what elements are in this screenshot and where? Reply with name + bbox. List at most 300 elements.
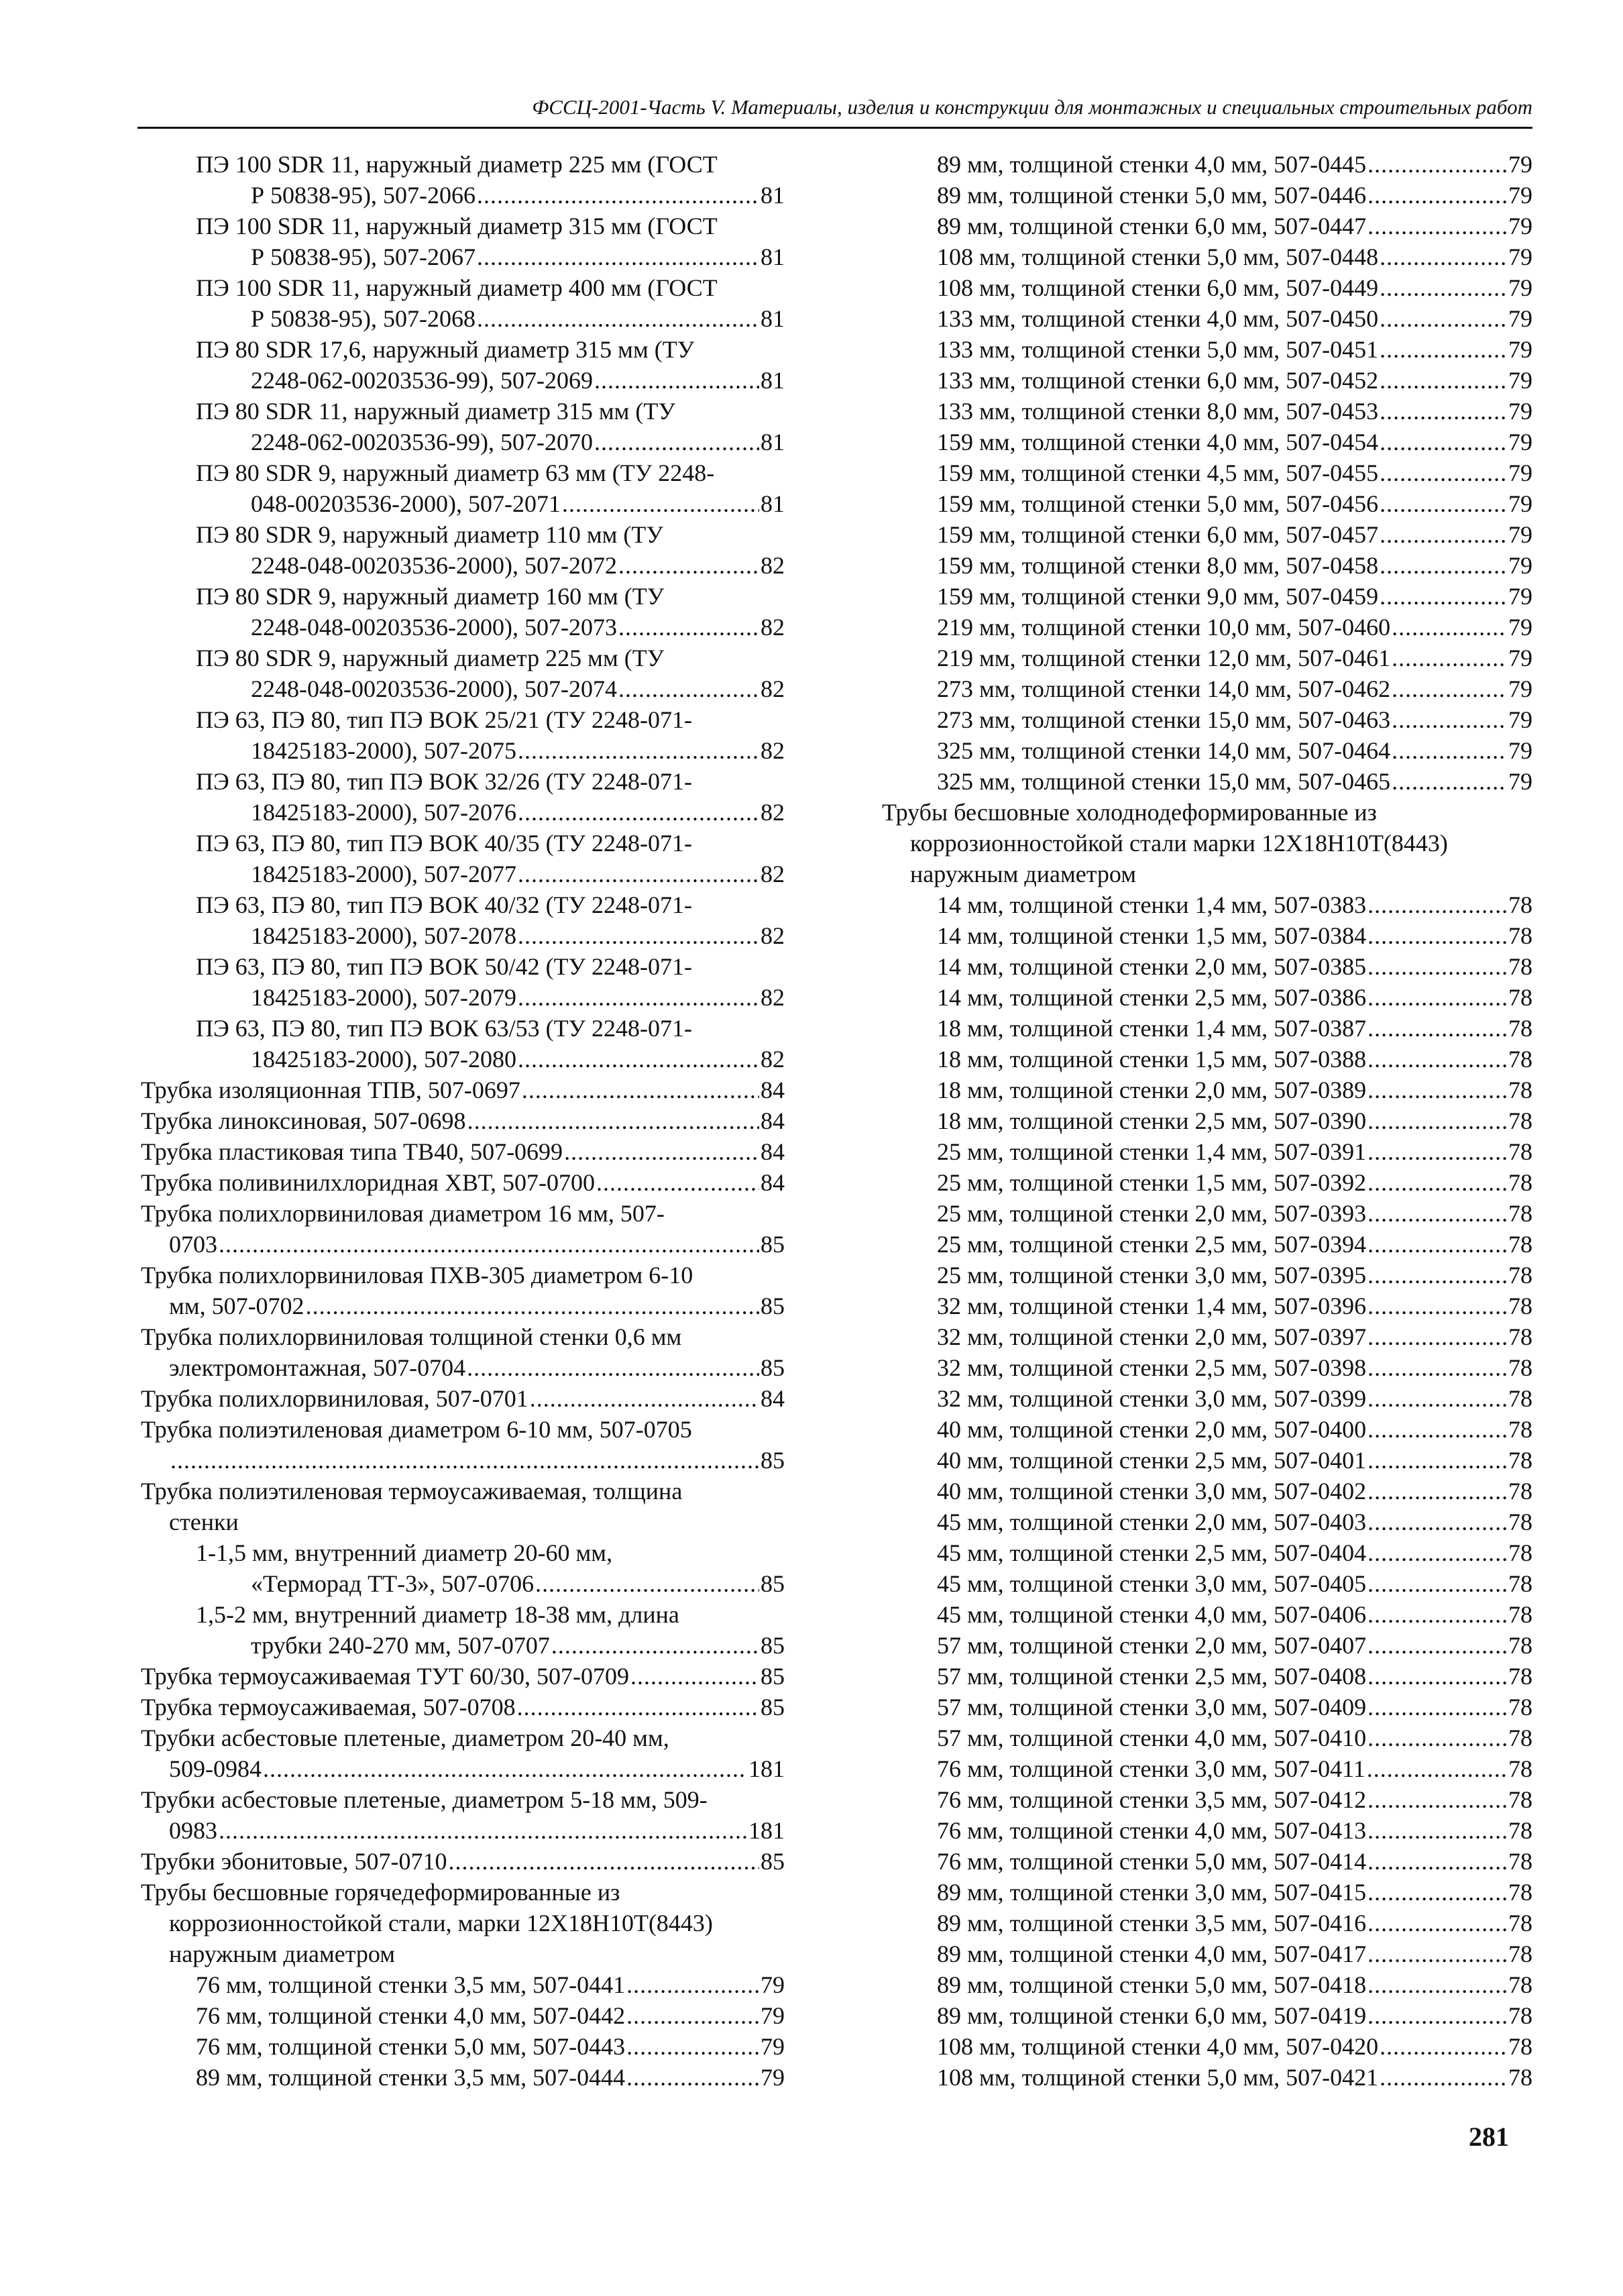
entry-page-number: 78 bbox=[1508, 2002, 1532, 2029]
index-entry bbox=[882, 241, 1532, 272]
entry-text: Р 50838-95), 507-2067 bbox=[251, 243, 475, 270]
index-entry bbox=[141, 2062, 785, 2093]
index-entry bbox=[882, 457, 1532, 488]
dot-leader bbox=[1367, 1753, 1507, 1784]
index-entry bbox=[141, 1784, 785, 1846]
index-entry bbox=[882, 1476, 1532, 1507]
entry-text: 18425183-2000), 507-2075 bbox=[251, 737, 516, 764]
entry-text: 76 мм, толщиной стенки 3,5 мм, 507-0412 bbox=[937, 1786, 1367, 1813]
dot-leader bbox=[1367, 1599, 1507, 1630]
entry-text: 76 мм, толщиной стенки 5,0 мм, 507-0414 bbox=[937, 1848, 1367, 1875]
entry-text: 1-1,5 мм, внутренний диаметр 20-60 мм, bbox=[196, 1539, 613, 1566]
index-entry bbox=[882, 1414, 1532, 1445]
entry-page-number: 81 bbox=[761, 305, 785, 332]
entry-text: 14 мм, толщиной стенки 2,0 мм, 507-0385 bbox=[937, 953, 1367, 980]
entry-text: 57 мм, толщиной стенки 2,0 мм, 507-0407 bbox=[937, 1632, 1367, 1659]
entry-page-number: 78 bbox=[1508, 1262, 1532, 1289]
entry-page-number: 78 bbox=[1508, 1663, 1532, 1690]
dot-leader bbox=[518, 1044, 759, 1075]
index-entry bbox=[882, 519, 1532, 550]
entry-text: Трубка полихлорвиниловая толщиной стенки 0,6 мм bbox=[141, 1323, 682, 1350]
entry-page-number: 85 bbox=[761, 1293, 785, 1319]
entry-page-number: 79 bbox=[1508, 398, 1532, 425]
index-entry bbox=[141, 581, 785, 643]
entry-text: 2248-048-00203536-2000), 507-2074 bbox=[251, 675, 617, 702]
dot-leader bbox=[594, 427, 759, 457]
dot-leader bbox=[594, 365, 759, 396]
entry-page-number: 78 bbox=[1508, 1323, 1532, 1350]
dot-leader bbox=[448, 1846, 759, 1877]
entry-text: 2248-062-00203536-99), 507-2069 bbox=[251, 367, 593, 394]
entry-text: 2248-048-00203536-2000), 507-2073 bbox=[251, 614, 617, 641]
entry-text: Трубки эбонитовые, 507-0710 bbox=[141, 1848, 447, 1875]
entry-page-number: 84 bbox=[761, 1138, 785, 1165]
entry-page-number: 78 bbox=[1508, 1570, 1532, 1597]
dot-leader bbox=[618, 612, 759, 643]
entry-page-number: 79 bbox=[1508, 614, 1532, 641]
entry-text: 76 мм, толщиной стенки 3,5 мм, 507-0441 bbox=[196, 1971, 626, 1998]
index-entry bbox=[141, 951, 785, 1013]
index-entry bbox=[882, 1167, 1532, 1198]
entry-text: 108 мм, толщиной стенки 5,0 мм, 507-0421 bbox=[937, 2064, 1379, 2091]
entry-text: 219 мм, толщиной стенки 12,0 мм, 507-0461 bbox=[937, 645, 1391, 671]
dot-leader bbox=[1367, 1260, 1507, 1291]
dot-leader bbox=[219, 1815, 747, 1846]
dot-leader bbox=[618, 673, 759, 704]
entry-text: Трубки асбестовые плетеные, диаметром 5-18 мм, 509- bbox=[141, 1786, 708, 1813]
entry-text: 219 мм, толщиной стенки 10,0 мм, 507-0460 bbox=[937, 614, 1391, 641]
entry-text: Трубки асбестовые плетеные, диаметром 20-40 мм, bbox=[141, 1725, 669, 1751]
index-entry bbox=[882, 1198, 1532, 1229]
index-entry bbox=[141, 1877, 785, 1969]
index-entry bbox=[882, 1877, 1532, 1908]
index-entry bbox=[141, 1260, 785, 1321]
entry-text: 2248-062-00203536-99), 507-2070 bbox=[251, 429, 593, 455]
entry-text: ПЭ 80 SDR 17,6, наружный диаметр 315 мм (ТУ bbox=[196, 336, 695, 363]
entry-text: 325 мм, толщиной стенки 14,0 мм, 507-0464 bbox=[937, 737, 1391, 764]
entry-text: 32 мм, толщиной стенки 3,0 мм, 507-0399 bbox=[937, 1385, 1367, 1412]
entry-page-number: 78 bbox=[1508, 1848, 1532, 1875]
index-entry bbox=[141, 1692, 785, 1723]
entry-text: ПЭ 80 SDR 9, наружный диаметр 225 мм (ТУ bbox=[196, 645, 665, 671]
entry-text: 18425183-2000), 507-2078 bbox=[251, 922, 516, 949]
index-entry bbox=[141, 1321, 785, 1383]
dot-leader bbox=[626, 2031, 759, 2062]
entry-text: 133 мм, толщиной стенки 6,0 мм, 507-0452 bbox=[937, 367, 1379, 394]
dot-leader bbox=[1380, 581, 1507, 612]
entry-text: ПЭ 63, ПЭ 80, тип ПЭ ВОК 25/21 (ТУ 2248-071- bbox=[196, 706, 693, 733]
index-entry bbox=[882, 1383, 1532, 1414]
dot-leader bbox=[1367, 1136, 1507, 1167]
entry-text: «Терморад ТТ-3», 507-0706 bbox=[251, 1570, 535, 1597]
dot-leader bbox=[263, 1753, 747, 1784]
entry-page-number: 78 bbox=[1508, 1509, 1532, 1535]
entry-page-number: 82 bbox=[761, 922, 785, 949]
dot-leader bbox=[1380, 427, 1507, 457]
entry-text: ПЭ 80 SDR 9, наружный диаметр 63 мм (ТУ 2248- bbox=[196, 459, 715, 486]
index-entry bbox=[882, 1352, 1532, 1383]
entry-text: наружным диаметром bbox=[169, 1940, 395, 1967]
dot-leader bbox=[1367, 1105, 1507, 1136]
index-entry bbox=[882, 1229, 1532, 1260]
dot-leader bbox=[1367, 982, 1507, 1013]
index-entry bbox=[882, 1075, 1532, 1105]
entry-text: 0703 bbox=[169, 1231, 217, 1258]
entry-text: ПЭ 100 SDR 11, наружный диаметр 225 мм (ГОСТ bbox=[196, 151, 718, 178]
entry-page-number: 79 bbox=[1508, 737, 1532, 764]
dot-leader bbox=[170, 1445, 759, 1476]
index-entry bbox=[882, 303, 1532, 334]
dot-leader bbox=[626, 2062, 759, 2093]
entry-page-number: 79 bbox=[1508, 706, 1532, 733]
entry-text: ПЭ 80 SDR 9, наружный диаметр 110 мм (ТУ bbox=[196, 521, 663, 548]
index-entry bbox=[882, 180, 1532, 211]
index-entry bbox=[141, 149, 785, 211]
dot-leader bbox=[1367, 1167, 1507, 1198]
entry-text: Р 50838-95), 507-2066 bbox=[251, 182, 475, 209]
entry-text: 76 мм, толщиной стенки 5,0 мм, 507-0443 bbox=[196, 2033, 626, 2060]
entry-page-number: 82 bbox=[761, 984, 785, 1011]
dot-leader bbox=[1367, 1291, 1507, 1321]
dot-leader bbox=[1367, 1969, 1507, 2000]
entry-text: ПЭ 63, ПЭ 80, тип ПЭ ВОК 40/32 (ТУ 2248-071- bbox=[196, 891, 693, 918]
index-entry bbox=[141, 1383, 785, 1414]
entry-text: ПЭ 80 SDR 9, наружный диаметр 160 мм (ТУ bbox=[196, 583, 665, 610]
entry-page-number: 79 bbox=[1508, 459, 1532, 486]
entry-page-number: 82 bbox=[761, 675, 785, 702]
entry-text: 89 мм, толщиной стенки 3,5 мм, 507-0416 bbox=[937, 1910, 1367, 1936]
entry-page-number: 78 bbox=[1508, 1385, 1532, 1412]
entry-text: 57 мм, толщиной стенки 2,5 мм, 507-0408 bbox=[937, 1663, 1367, 1690]
index-entry bbox=[882, 1846, 1532, 1877]
entry-text: 0983 bbox=[169, 1817, 217, 1844]
entry-page-number: 84 bbox=[761, 1169, 785, 1196]
dot-leader bbox=[1380, 488, 1507, 519]
index-entry bbox=[882, 673, 1532, 704]
entry-text: 18425183-2000), 507-2079 bbox=[251, 984, 516, 1011]
entry-page-number: 85 bbox=[761, 1663, 785, 1690]
entry-text: 25 мм, толщиной стенки 2,0 мм, 507-0393 bbox=[937, 1200, 1367, 1227]
index-entry bbox=[882, 149, 1532, 180]
entry-text: Трубка изоляционная ТПВ, 507-0697 bbox=[141, 1077, 520, 1103]
index-entry bbox=[882, 2031, 1532, 2062]
dot-leader bbox=[522, 1075, 759, 1105]
entry-text: 76 мм, толщиной стенки 4,0 мм, 507-0413 bbox=[937, 1817, 1367, 1844]
dot-leader bbox=[562, 488, 759, 519]
index-entry bbox=[141, 272, 785, 334]
entry-page-number: 78 bbox=[1508, 1046, 1532, 1073]
index-entry bbox=[882, 704, 1532, 735]
entry-text: наружным диаметром bbox=[910, 861, 1136, 887]
index-entry bbox=[882, 1815, 1532, 1846]
dot-leader bbox=[1367, 2000, 1507, 2031]
entry-page-number: 78 bbox=[1508, 1077, 1532, 1103]
index-entry bbox=[141, 1599, 785, 1661]
dot-leader bbox=[1392, 735, 1507, 766]
index-entry bbox=[141, 396, 785, 457]
entry-page-number: 81 bbox=[761, 243, 785, 270]
index-entry bbox=[882, 488, 1532, 519]
dot-leader bbox=[1380, 2031, 1507, 2062]
entry-page-number: 78 bbox=[1508, 1169, 1532, 1196]
entry-text: электромонтажная, 507-0704 bbox=[169, 1354, 466, 1381]
index-entry bbox=[882, 1537, 1532, 1568]
entry-text: 25 мм, толщиной стенки 1,4 мм, 507-0391 bbox=[937, 1138, 1367, 1165]
entry-text: 133 мм, толщиной стенки 8,0 мм, 507-0453 bbox=[937, 398, 1379, 425]
dot-leader bbox=[306, 1291, 759, 1321]
index-entry bbox=[141, 519, 785, 581]
entry-text: ПЭ 100 SDR 11, наружный диаметр 400 мм (ГОСТ bbox=[196, 274, 718, 301]
entry-page-number: 79 bbox=[761, 2002, 785, 2029]
index-entry bbox=[141, 1105, 785, 1136]
entry-text: Трубы бесшовные горячедеформированные из bbox=[141, 1879, 620, 1906]
entry-page-number: 78 bbox=[1508, 2033, 1532, 2060]
entry-page-number: 82 bbox=[761, 861, 785, 887]
entry-page-number: 79 bbox=[1508, 675, 1532, 702]
index-entry bbox=[882, 334, 1532, 365]
index-entry bbox=[882, 1044, 1532, 1075]
index-entry bbox=[882, 951, 1532, 982]
index-entry bbox=[141, 1167, 785, 1198]
entry-page-number: 78 bbox=[1508, 2064, 1532, 2091]
dot-leader bbox=[1380, 519, 1507, 550]
dot-leader bbox=[1367, 1352, 1507, 1383]
entry-text: коррозионностойкой стали, марки 12Х18Н10Т(8443) bbox=[169, 1910, 713, 1936]
entry-page-number: 79 bbox=[1508, 243, 1532, 270]
entry-page-number: 79 bbox=[1508, 367, 1532, 394]
dot-leader bbox=[551, 1630, 759, 1661]
index-entry bbox=[141, 1476, 785, 1537]
dot-leader bbox=[1380, 365, 1507, 396]
entry-text: ПЭ 63, ПЭ 80, тип ПЭ ВОК 40/35 (ТУ 2248-071- bbox=[196, 830, 693, 857]
entry-text: 273 мм, толщиной стенки 15,0 мм, 507-0463 bbox=[937, 706, 1391, 733]
entry-page-number: 78 bbox=[1508, 1354, 1532, 1381]
entry-text: 89 мм, толщиной стенки 6,0 мм, 507-0419 bbox=[937, 2002, 1367, 2029]
dot-leader bbox=[467, 1105, 759, 1136]
dot-leader bbox=[530, 1383, 759, 1414]
entry-page-number: 85 bbox=[761, 1570, 785, 1597]
entry-text: 159 мм, толщиной стенки 4,5 мм, 507-0455 bbox=[937, 459, 1379, 486]
index-entry bbox=[882, 1908, 1532, 1938]
dot-leader bbox=[1367, 1877, 1507, 1908]
entry-page-number: 181 bbox=[748, 1755, 785, 1782]
entry-text: 133 мм, толщиной стенки 4,0 мм, 507-0450 bbox=[937, 305, 1379, 332]
dot-leader bbox=[1367, 1938, 1507, 1969]
entry-text: мм, 507-0702 bbox=[169, 1293, 304, 1319]
dot-leader bbox=[1367, 1661, 1507, 1692]
entry-page-number: 85 bbox=[761, 1354, 785, 1381]
entry-text: Р 50838-95), 507-2068 bbox=[251, 305, 475, 332]
index-entry bbox=[882, 1692, 1532, 1723]
index-entry bbox=[882, 1105, 1532, 1136]
entry-text: 45 мм, толщиной стенки 2,0 мм, 507-0403 bbox=[937, 1509, 1367, 1535]
entry-page-number: 78 bbox=[1508, 1138, 1532, 1165]
entry-text: 159 мм, толщиной стенки 9,0 мм, 507-0459 bbox=[937, 583, 1379, 610]
entry-page-number: 85 bbox=[761, 1632, 785, 1659]
index-entry bbox=[882, 766, 1532, 797]
entry-text: 89 мм, толщиной стенки 3,0 мм, 507-0415 bbox=[937, 1879, 1367, 1906]
entry-text: коррозионностойкой стали марки 12Х18Н10Т(8443) bbox=[910, 830, 1448, 857]
index-entry bbox=[882, 1507, 1532, 1537]
entry-page-number: 181 bbox=[748, 1817, 785, 1844]
entry-page-number: 79 bbox=[1508, 490, 1532, 517]
entry-page-number: 79 bbox=[1508, 583, 1532, 610]
dot-leader bbox=[626, 1969, 759, 2000]
entry-text: 14 мм, толщиной стенки 1,4 мм, 507-0383 bbox=[937, 891, 1367, 918]
index-entry bbox=[882, 1136, 1532, 1167]
entry-text: 159 мм, толщиной стенки 5,0 мм, 507-0456 bbox=[937, 490, 1379, 517]
entry-text: 45 мм, толщиной стенки 4,0 мм, 507-0406 bbox=[937, 1601, 1367, 1628]
dot-leader bbox=[1367, 1198, 1507, 1229]
index-entry bbox=[882, 643, 1532, 673]
index-entry bbox=[882, 1321, 1532, 1352]
entry-page-number: 82 bbox=[761, 1046, 785, 1073]
index-entry bbox=[141, 889, 785, 951]
index-entry bbox=[882, 889, 1532, 920]
index-entry bbox=[141, 334, 785, 396]
index-entry bbox=[141, 211, 785, 272]
entry-text: 18 мм, толщиной стенки 1,4 мм, 507-0387 bbox=[937, 1015, 1367, 1042]
dot-leader bbox=[1380, 550, 1507, 581]
index-entry bbox=[882, 396, 1532, 427]
dot-leader bbox=[1367, 1321, 1507, 1352]
index-entry bbox=[882, 550, 1532, 581]
dot-leader bbox=[1380, 334, 1507, 365]
index-entry bbox=[141, 457, 785, 519]
entry-page-number: 78 bbox=[1508, 1971, 1532, 1998]
entry-text: Трубка полиэтиленовая диаметром 6-10 мм, 507-0705 bbox=[141, 1416, 692, 1443]
dot-leader bbox=[518, 735, 759, 766]
dot-leader bbox=[1367, 1723, 1507, 1753]
entry-page-number: 78 bbox=[1508, 1632, 1532, 1659]
entry-text: 57 мм, толщиной стенки 3,0 мм, 507-0409 bbox=[937, 1694, 1367, 1720]
index-entry bbox=[141, 1661, 785, 1692]
index-entry bbox=[141, 643, 785, 704]
index-entry bbox=[141, 2000, 785, 2031]
index-entry bbox=[141, 1414, 785, 1476]
entry-text: 273 мм, толщиной стенки 14,0 мм, 507-0462 bbox=[937, 675, 1391, 702]
dot-leader bbox=[1392, 704, 1507, 735]
entry-text: 89 мм, толщиной стенки 6,0 мм, 507-0447 bbox=[937, 213, 1367, 239]
index-entry bbox=[882, 581, 1532, 612]
entry-page-number: 79 bbox=[761, 1971, 785, 1998]
entry-page-number: 78 bbox=[1508, 1231, 1532, 1258]
index-entry bbox=[141, 1013, 785, 1075]
entry-text: 509-0984 bbox=[169, 1755, 262, 1782]
entry-text: Трубка полихлорвиниловая, 507-0701 bbox=[141, 1385, 528, 1412]
entry-text: Трубы бесшовные холоднодеформированные из bbox=[882, 799, 1377, 826]
index-column-left bbox=[141, 149, 785, 2093]
entry-text: 133 мм, толщиной стенки 5,0 мм, 507-0451 bbox=[937, 336, 1379, 363]
entry-text: 325 мм, толщиной стенки 15,0 мм, 507-0465 bbox=[937, 768, 1391, 795]
dot-leader bbox=[596, 1167, 759, 1198]
dot-leader bbox=[517, 1692, 759, 1723]
entry-page-number: 78 bbox=[1508, 1478, 1532, 1505]
entry-text: 14 мм, толщиной стенки 2,5 мм, 507-0386 bbox=[937, 984, 1367, 1011]
index-entry bbox=[882, 1630, 1532, 1661]
dot-leader bbox=[1367, 1229, 1507, 1260]
entry-text: 57 мм, толщиной стенки 4,0 мм, 507-0410 bbox=[937, 1725, 1367, 1751]
entry-text: 76 мм, толщиной стенки 4,0 мм, 507-0442 bbox=[196, 2002, 626, 2029]
dot-leader bbox=[1367, 1383, 1507, 1414]
dot-leader bbox=[467, 1352, 759, 1383]
index-entry bbox=[141, 766, 785, 828]
dot-leader bbox=[1367, 1414, 1507, 1445]
dot-leader bbox=[626, 2000, 759, 2031]
index-entry bbox=[882, 612, 1532, 643]
index-entry bbox=[882, 1260, 1532, 1291]
entry-page-number: 78 bbox=[1508, 1601, 1532, 1628]
dot-leader bbox=[1367, 1692, 1507, 1723]
index-entry bbox=[882, 1753, 1532, 1784]
entry-page-number: 78 bbox=[1508, 984, 1532, 1011]
index-entry bbox=[882, 1599, 1532, 1630]
dot-leader bbox=[1367, 1445, 1507, 1476]
index-entry bbox=[141, 828, 785, 889]
index-entry bbox=[882, 1938, 1532, 1969]
entry-page-number: 85 bbox=[761, 1447, 785, 1474]
entry-text: Трубка полихлорвиниловая диаметром 16 мм, 507- bbox=[141, 1200, 665, 1227]
entry-text: Трубка полихлорвиниловая ПХВ-305 диаметром 6-10 bbox=[141, 1262, 693, 1289]
entry-page-number: 79 bbox=[1508, 429, 1532, 455]
entry-text: 89 мм, толщиной стенки 5,0 мм, 507-0446 bbox=[937, 182, 1367, 209]
entry-page-number: 84 bbox=[761, 1107, 785, 1134]
entry-text: 32 мм, толщиной стенки 2,0 мм, 507-0397 bbox=[937, 1323, 1367, 1350]
entry-text: 18425183-2000), 507-2077 bbox=[251, 861, 516, 887]
dot-leader bbox=[1380, 303, 1507, 334]
entry-page-number: 78 bbox=[1508, 1879, 1532, 1906]
entry-page-number: 82 bbox=[761, 614, 785, 641]
dot-leader bbox=[518, 797, 759, 828]
entry-text: 18425183-2000), 507-2080 bbox=[251, 1046, 516, 1073]
entry-page-number: 78 bbox=[1508, 1910, 1532, 1936]
entry-text: ПЭ 63, ПЭ 80, тип ПЭ ВОК 32/26 (ТУ 2248-071- bbox=[196, 768, 693, 795]
entry-text: стенки bbox=[169, 1509, 239, 1535]
dot-leader bbox=[219, 1229, 759, 1260]
entry-page-number: 82 bbox=[761, 737, 785, 764]
entry-text: 108 мм, толщиной стенки 6,0 мм, 507-0449 bbox=[937, 274, 1379, 301]
entry-page-number: 85 bbox=[761, 1231, 785, 1258]
dot-leader bbox=[1367, 1537, 1507, 1568]
entry-text: 18 мм, толщиной стенки 2,5 мм, 507-0390 bbox=[937, 1107, 1367, 1134]
dot-leader bbox=[1380, 272, 1507, 303]
index-column-right bbox=[882, 149, 1532, 2093]
dot-leader bbox=[1367, 1784, 1507, 1815]
entry-page-number: 78 bbox=[1508, 891, 1532, 918]
index-entry bbox=[882, 1013, 1532, 1044]
entry-text: 048-00203536-2000), 507-2071 bbox=[251, 490, 561, 517]
entry-text: 89 мм, толщиной стенки 4,0 мм, 507-0417 bbox=[937, 1940, 1367, 1967]
dot-leader bbox=[1380, 396, 1507, 427]
entry-text: 45 мм, толщиной стенки 2,5 мм, 507-0404 bbox=[937, 1539, 1367, 1566]
index-entry bbox=[141, 2031, 785, 2062]
entry-text: 25 мм, толщиной стенки 1,5 мм, 507-0392 bbox=[937, 1169, 1367, 1196]
entry-text: ПЭ 63, ПЭ 80, тип ПЭ ВОК 50/42 (ТУ 2248-071- bbox=[196, 953, 693, 980]
entry-text: 89 мм, толщиной стенки 5,0 мм, 507-0418 bbox=[937, 1971, 1367, 1998]
entry-text: 18 мм, толщиной стенки 1,5 мм, 507-0388 bbox=[937, 1046, 1367, 1073]
entry-page-number: 79 bbox=[1508, 336, 1532, 363]
dot-leader bbox=[1367, 889, 1507, 920]
entry-text: 108 мм, толщиной стенки 4,0 мм, 507-0420 bbox=[937, 2033, 1379, 2060]
entry-text: 159 мм, толщиной стенки 8,0 мм, 507-0458 bbox=[937, 552, 1379, 579]
index-entry bbox=[141, 1969, 785, 2000]
entry-page-number: 79 bbox=[1508, 213, 1532, 239]
dot-leader bbox=[1392, 673, 1507, 704]
index-entry bbox=[882, 1445, 1532, 1476]
entry-page-number: 78 bbox=[1508, 922, 1532, 949]
entry-text: ПЭ 63, ПЭ 80, тип ПЭ ВОК 63/53 (ТУ 2248-071- bbox=[196, 1015, 693, 1042]
dot-leader bbox=[1367, 1630, 1507, 1661]
